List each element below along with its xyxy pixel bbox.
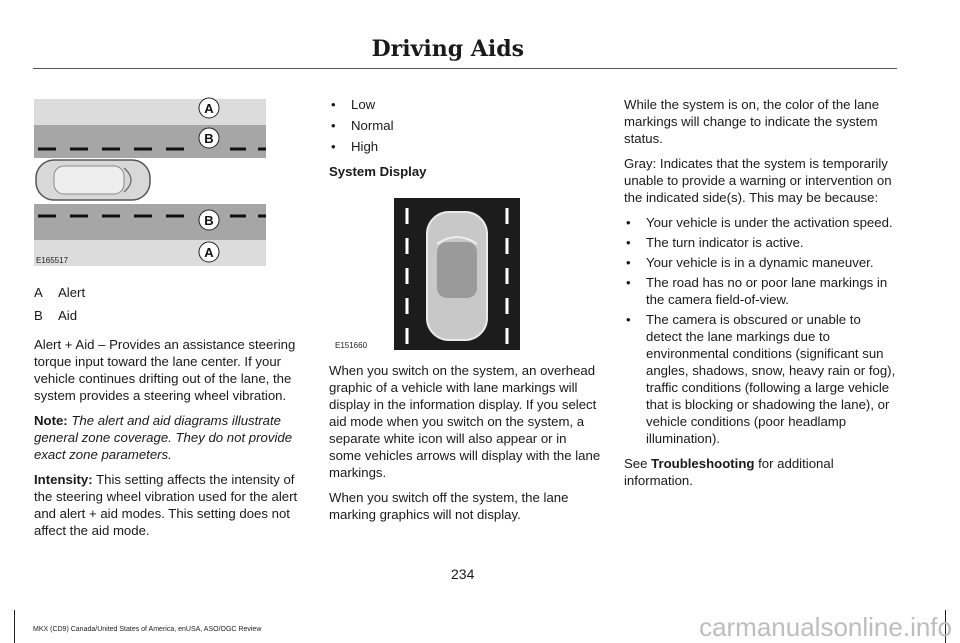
figure-id: E151660: [335, 341, 368, 350]
figure-label: B: [204, 131, 214, 146]
note-text: The alert and aid diagrams illustrate general zone coverage. They do not provide exact zone parameters.: [34, 413, 293, 462]
column-3: [624, 96, 896, 497]
list-item: • Normal: [329, 117, 601, 134]
list-item: • Your vehicle is under the activation speed.: [624, 214, 896, 231]
list-item: • The camera is obscured or unable to detect the lane markings due to environmental conditions (significant sun angles, shadows, snow, heavy rain or fog), traffic conditions (following a large vehicle that is blocking or shadowing the lane), or vehicle conditions (poor headlamp illumination).: [624, 311, 896, 447]
zone-b-top: [34, 125, 266, 158]
crop-mark-left: [0, 610, 15, 643]
figure-label: A: [204, 245, 214, 260]
legend-key: A: [34, 285, 43, 300]
system-off-paragraph: When you switch off the system, the lane marking graphics will not display.: [329, 490, 569, 522]
header-rule: [33, 68, 897, 69]
see-prefix: See: [624, 456, 648, 471]
gray-reasons-list: [624, 214, 896, 447]
zone-a-bottom: [34, 240, 266, 266]
list-item: • The turn indicator is active.: [624, 234, 896, 251]
list-item: • High: [329, 138, 601, 155]
figure-legend: [34, 284, 306, 324]
note-paragraph: [34, 412, 306, 463]
figure-label: B: [204, 213, 214, 228]
column-1: [34, 96, 306, 547]
list-item: • Your vehicle is in a dynamic maneuver.: [624, 254, 896, 271]
zone-a-top: [34, 99, 266, 125]
list-item: • Low: [329, 96, 601, 113]
zone-marker-a-top: [199, 98, 219, 118]
footer-text: MKX (CD9) Canada/United States of America, enUSA, ASO/OGC Review: [33, 626, 262, 633]
zone-marker-a-bottom: [199, 242, 219, 262]
legend-text: Aid: [58, 308, 78, 323]
gray-status-paragraph: Gray: Indicates that the system is temporarily unable to provide a warning or intervention on the indicated side(s). This may be because:: [624, 156, 892, 205]
troubleshooting-link[interactable]: Troubleshooting: [651, 456, 755, 471]
legend-text: Alert: [58, 285, 86, 300]
intensity-levels: [329, 96, 601, 155]
zone-marker-b-bottom: [199, 210, 219, 230]
watermark: carmanualsonline.info: [699, 612, 952, 642]
system-display-heading: System Display: [329, 164, 427, 179]
column-2: [329, 96, 601, 531]
see-suffix: for additional information.: [624, 456, 834, 488]
intensity-paragraph: [34, 471, 306, 539]
system-on-paragraph: When you switch on the system, an overhead graphic of a vehicle with lane markings will display in the information display. If you select aid mode when you switch on the system, a separate white icon will also appear or in some vehicles arrows will display with the lane markings.: [329, 363, 601, 480]
page-title: Driving Aids: [371, 36, 524, 62]
intensity-text: This setting affects the intensity of the steering wheel vibration used for the alert and alert + aid modes. This setting does not affect the aid mode.: [34, 472, 298, 538]
car-top-view-icon: [36, 160, 150, 200]
intensity-label: Intensity:: [34, 472, 93, 487]
figure-label: A: [204, 101, 214, 116]
zone-b-bottom: [34, 204, 266, 240]
figure-id: E165517: [36, 256, 69, 265]
lane-color-paragraph: While the system is on, the color of the lane markings will change to indicate the system status.: [624, 97, 880, 146]
zone-marker-b-top: [199, 128, 219, 148]
list-item: • The road has no or poor lane markings in the camera field-of-view.: [624, 274, 896, 308]
page-number: 234: [451, 566, 475, 582]
system-display-graphic: [329, 194, 601, 354]
alert-aid-paragraph: Alert + Aid – Provides an assistance steering torque input toward the lane center. If your vehicle continues drifting out of the lane, the system provides a steering wheel vibration.: [34, 337, 296, 403]
note-label: Note:: [34, 413, 68, 428]
see-also-paragraph: [624, 455, 896, 489]
vehicle-overhead-icon: [427, 212, 487, 340]
legend-key: B: [34, 308, 43, 323]
lane-zone-diagram: [34, 96, 266, 266]
